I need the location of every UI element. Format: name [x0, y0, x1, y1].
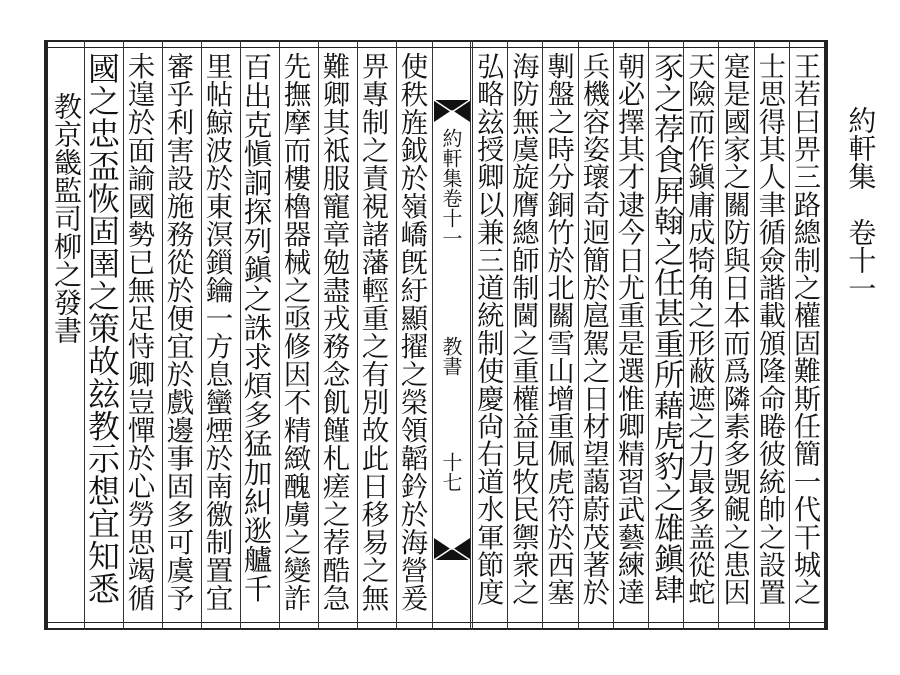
text-column: 先撫摩而樓櫓器械之亟修因不精緻醜虜之變詐 [278, 52, 311, 612]
column-divider [578, 40, 579, 630]
text-column: 畀專制之責視諸藩輕重之有別故此日移易之無 [356, 52, 389, 612]
text-column: 海防無虞旋膺總師制閫之重權益見牧民禦衆之 [507, 52, 539, 606]
fishtail-mark-top [434, 100, 470, 122]
column-divider [718, 40, 719, 630]
next-document-title: 教京畿監司柳之發書 [50, 92, 83, 344]
text-column: 國之忠盃恢固圉之策故玆教示想宜知悉 [83, 52, 121, 605]
column-divider [683, 40, 684, 630]
margin-title: 約軒集 卷十一 [844, 106, 878, 302]
text-column: 天險而作鎭庸成犄角之形蔽遮之力最多盖從蛇 [683, 52, 715, 606]
column-divider [613, 40, 614, 630]
text-column: 朝必擇其才逮今日尤重是選惟卿精習武藝練達 [613, 52, 644, 606]
text-column: 兵機容姿瓌奇迥簡於扈駕之日材望藹蔚茂著於 [577, 52, 609, 606]
text-column: 弘略玆授卿以兼三道統制使慶尙右道水軍節度 [472, 52, 504, 606]
column-divider [507, 40, 508, 630]
column-divider [789, 40, 790, 630]
fold-leaf-number: 十七 [439, 452, 463, 492]
text-column: 百出克愼詗探列鎭之誅求煩多猛加糾逖艫千 [239, 52, 273, 603]
text-column: 未遑於面諭國勢已無足恃卿豈憚於心勞思竭循 [122, 52, 155, 612]
fold-line-right [472, 40, 473, 630]
fold-book-title: 約軒集卷十一 [439, 128, 463, 248]
text-column: 豕之荐食屛翰之任甚重所藉虎豹之雄鎭肆 [648, 52, 684, 605]
text-column: 寔是國家之關防與日本而爲隣素多覬覦之患因 [718, 52, 750, 606]
column-divider [542, 40, 543, 630]
text-column: 士思得其人聿循僉諧載頒隆命睠彼統帥之設置 [753, 52, 785, 606]
column-divider [754, 40, 755, 630]
text-column: 使秩旌鉞於嶺嶠旣紆顯擢之榮領韜鈐於海營爰 [395, 52, 428, 612]
text-column: 剸盤之時分銅竹於北關雪山增重佩虎符於西塞 [542, 52, 574, 606]
text-column: 里帖鯨波於東溟鎻鑰一方息蠻煙於南徼制置宜 [200, 52, 233, 612]
text-column: 審乎利害設施務從於便宜於戲邊事固多可虞予 [161, 52, 194, 612]
text-column: 王若曰畀三路總制之權固難斯任簡一代干城之 [789, 52, 820, 606]
fold-line-left [432, 40, 433, 630]
fold-section-label: 教書 [439, 336, 463, 376]
text-column: 難卿其祗服寵章勉盡戎務念飢饉札瘥之荐酷急 [317, 52, 350, 612]
fishtail-mark-bottom [434, 538, 470, 560]
fold-line-right [470, 40, 471, 630]
column-divider [648, 40, 649, 630]
